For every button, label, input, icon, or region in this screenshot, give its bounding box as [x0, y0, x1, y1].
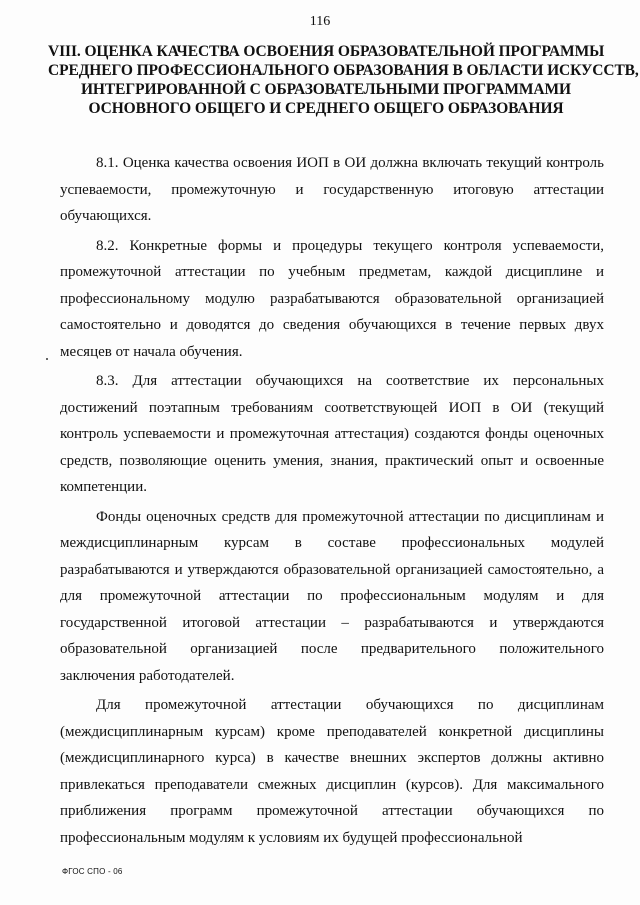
heading-line: СРЕДНЕГО ПРОФЕССИОНАЛЬНОГО ОБРАЗОВАНИЯ В ОБЛАСТИ ИСКУССТВ,: [48, 62, 639, 79]
scan-artifact-dot: [46, 358, 48, 360]
heading-line: ИНТЕГРИРОВАННОЙ С ОБРАЗОВАТЕЛЬНЫМИ ПРОГРАММАМИ: [80, 81, 572, 98]
heading-line: VIII. ОЦЕНКА КАЧЕСТВА ОСВОЕНИЯ ОБРАЗОВАТЕЛЬНОЙ ПРОГРАММЫ: [48, 43, 605, 60]
page-number: 116: [309, 14, 331, 29]
section-heading: [48, 42, 639, 118]
footer-standard-code: ФГОС СПО - 06: [62, 867, 123, 876]
paragraph-8-3: 8.3. Для аттестации обучающихся на соответствие их персональных достижений поэтапным требованиям соответствующей ИОП в ОИ (текущий контроль успеваемости и промежуточная аттестация) создаются фонды оценочных средств, позволяющие оценить умения, знания, практический опыт и освоенные компетенции.: [60, 373, 604, 495]
paragraph-8-2: 8.2. Конкретные формы и процедуры текущего контроля успеваемости, промежуточной аттестации по учебным предметам, каждой дисциплине и профессиональному модулю разрабатываются образовательной организацией самостоятельно и доводятся до сведения обучающихся в течение первых двух месяцев от начала обучения.: [60, 237, 604, 360]
document-body: [60, 150, 604, 851]
paragraph-assessment-funds: Фонды оценочных средств для промежуточной аттестации по дисциплинам и междисциплинарным курсам в составе профессиональных модулей разрабатываются и утверждаются образовательной организацией самостоятельно, а для промежуточной аттестации по профессиональным модулям и для государственной итоговой аттестации – разрабатываются и утверждаются образовательной организацией после предварительного положительного заключения работодателей.: [60, 508, 604, 684]
heading-line: ОСНОВНОГО ОБЩЕГО И СРЕДНЕГО ОБЩЕГО ОБРАЗОВАНИЯ: [88, 100, 564, 117]
paragraph-8-1: 8.1. Оценка качества освоения ИОП в ОИ должна включать текущий контроль успеваемости, промежуточную и государственную итоговую аттестации обучающихся.: [60, 155, 604, 224]
paragraph-intermediate-attestation: Для промежуточной аттестации обучающихся по дисциплинам (междисциплинарным курсам) кроме преподавателей конкретной дисциплины (междисциплинарного курса) в качестве внешних экспертов должны активно привлекаться преподаватели смежных дисциплин (курсов). Для максимального приближения программ промежуточной аттестации обучающихся по профессиональным модулям к условиям их будущей профессиональной: [60, 697, 604, 846]
